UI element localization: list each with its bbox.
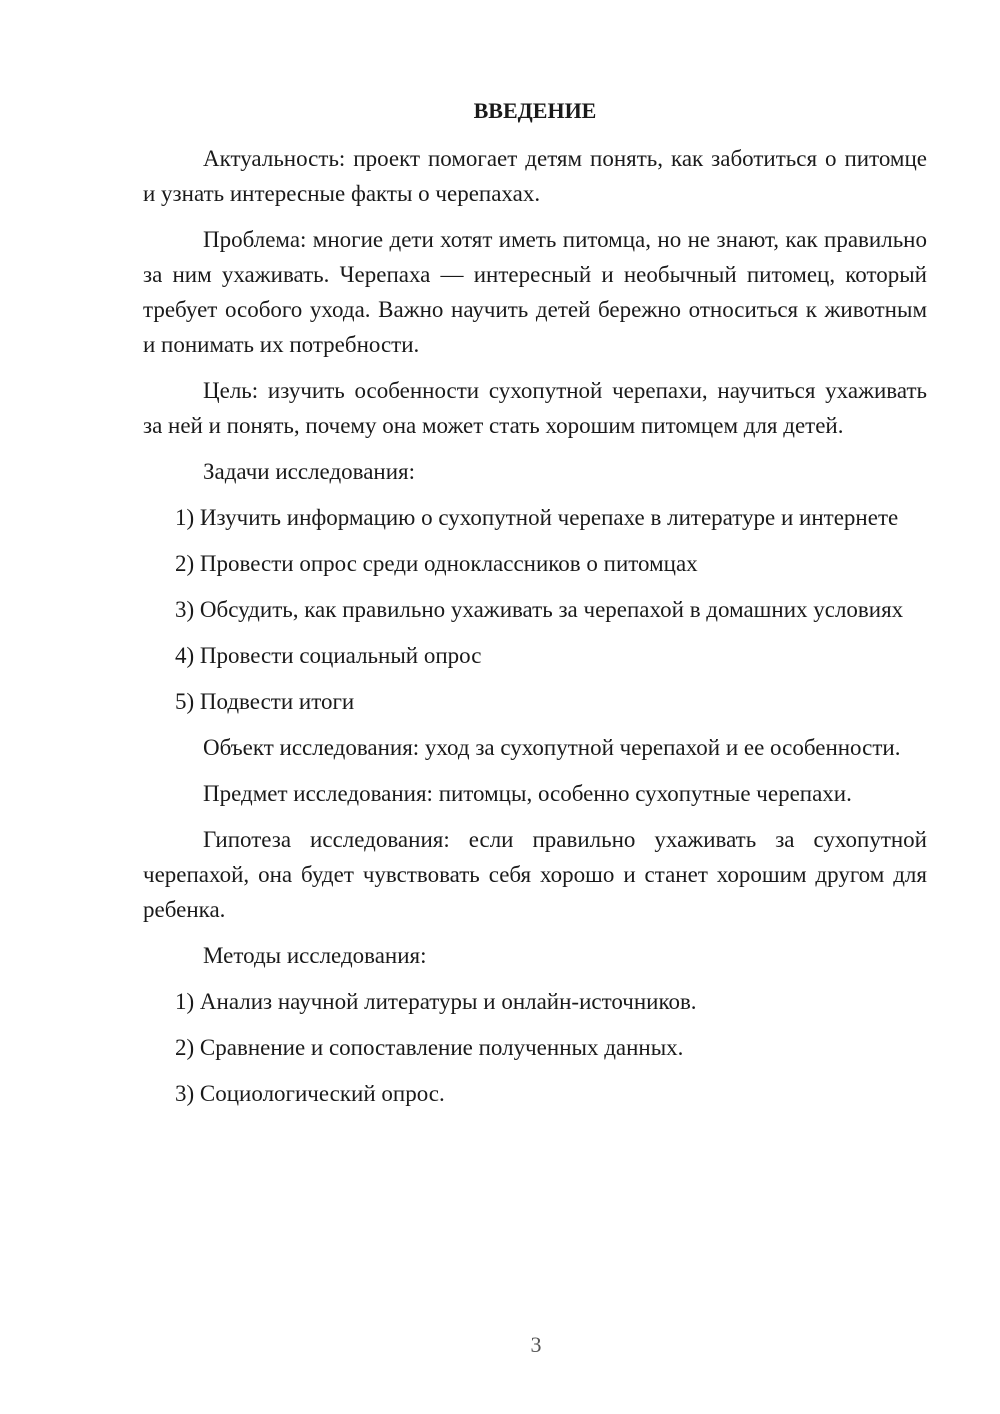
method-item: 1) Анализ научной литературы и онлайн-источников.: [175, 989, 697, 1014]
page-title: ВВЕДЕНИЕ: [473, 98, 597, 123]
object-paragraph: Объект исследования: уход за сухопутной черепахой и ее особенности.: [203, 735, 901, 760]
method-item: 3) Социологический опрос.: [175, 1081, 445, 1106]
page-content: [143, 93, 927, 1122]
actuality-paragraph: Актуальность: проект помогает детям понять, как заботиться о питомце и узнать интересные факты о черепахах.: [143, 146, 927, 206]
task-item: 5) Подвести итоги: [175, 689, 355, 714]
method-item: 2) Сравнение и сопоставление полученных данных.: [175, 1035, 684, 1060]
task-item: 1) Изучить информацию о сухопутной черепахе в литературе и интернете: [175, 505, 899, 530]
subject-paragraph: Предмет исследования: питомцы, особенно сухопутные черепахи.: [203, 781, 852, 806]
hypothesis-paragraph: Гипотеза исследования: если правильно ухаживать за сухопутной черепахой, она будет чувствовать себя хорошо и станет хорошим другом для ребенка.: [143, 827, 927, 922]
tasks-title: Задачи исследования:: [203, 459, 416, 484]
task-item: 2) Провести опрос среди одноклассников о питомцах: [175, 551, 698, 576]
page-number: 3: [530, 1332, 542, 1357]
methods-title: Методы исследования:: [203, 943, 427, 968]
task-item: 4) Провести социальный опрос: [175, 643, 482, 668]
goal-paragraph: Цель: изучить особенности сухопутной черепахи, научиться ухаживать за ней и понять, почему она может стать хорошим питомцем для детей.: [143, 378, 927, 438]
task-item: 3) Обсудить, как правильно ухаживать за черепахой в домашних условиях: [175, 597, 904, 622]
problem-paragraph: Проблема: многие дети хотят иметь питомца, но не знают, как правильно за ним ухаживать. Черепаха — интересный и необычный питомец, который требует особого ухода. Важно научить детей бережно относиться к животным и понимать их потребности.: [143, 227, 927, 357]
